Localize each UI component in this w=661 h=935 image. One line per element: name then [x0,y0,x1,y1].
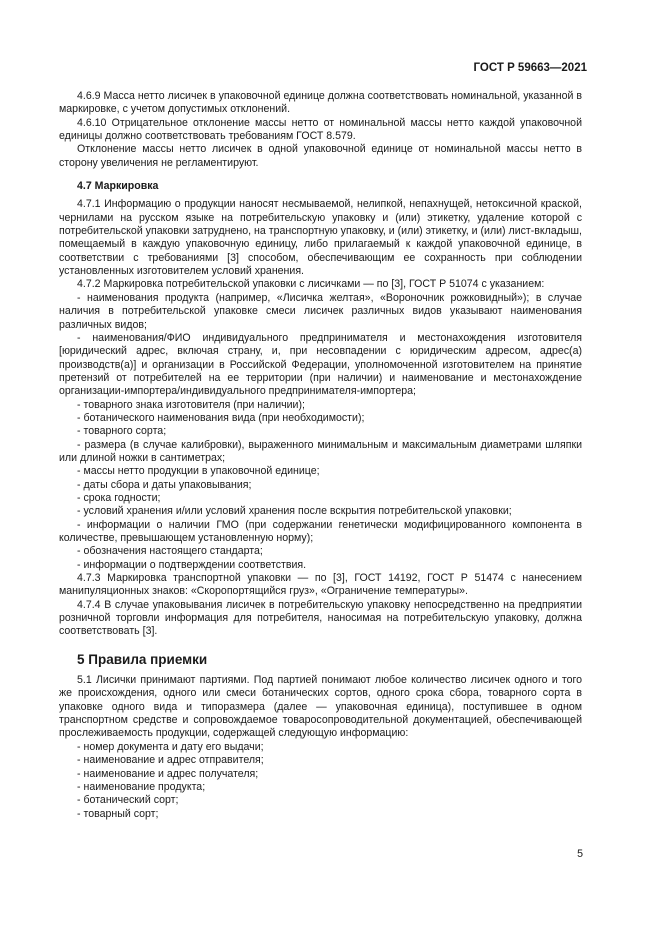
list-item: - наименование продукта; [77,780,206,793]
list-item: - наименование и адрес получателя; [77,767,259,780]
list-item: - наименования/ФИО индивидуального предпринимателя и местонахождения изготовителя [юридический адрес, включая страну, и, при несовпадении с юридическим адресом, адрес(а) производств(а)] и организации в Российской Федерации, уполномоченной изготовителем на принятие претензий от потребителей на ее территории (при наличии) и наименование и местонахождение организации-импортера/индивидуального предпринимателя-импортера; [59,331,582,398]
paragraph-4-7-2: 4.7.2 Маркировка потребительской упаковки с лисичками — по [3], ГОСТ Р 51074 с указанием: [77,278,545,291]
page-number: 5 [577,848,583,860]
paragraph-4-7-4: 4.7.4 В случае упаковывания лисичек в потребительскую упаковку непосредственно на предприятии розничной торговли информация для потребителя, наносимая на потребительскую упаковку, должна соответствовать [3]. [59,598,582,638]
list-item: - товарный сорт; [77,807,159,820]
list-item: - ботанический сорт; [77,794,179,807]
list-item: - условий хранения и/или условий хранения после вскрытия потребительской упаковки; [77,505,512,518]
list-item: - наименование и адрес отправителя; [77,754,264,767]
list-item: - информации о наличии ГМО (при содержании генетически модифицированного компонента в количестве, превышающем установленную норму); [59,518,582,544]
list-item: - массы нетто продукции в упаковочной единице; [77,465,320,478]
section-5-title: 5 Правила приемки [77,651,208,667]
list-item: - срока годности; [77,491,161,504]
paragraph-4-6-9: 4.6.9 Масса нетто лисичек в упаковочной единице должна соответствовать номинальной, указанной в маркировке, с учетом допустимых отклонений. [59,90,582,116]
paragraph-4-7-3: 4.7.3 Маркировка транспортной упаковки — по [3], ГОСТ 14192, ГОСТ Р 51474 с нанесением манипуляционных знаков: «Скоропортящийся груз», «Ограничение температуры». [59,572,582,598]
paragraph-4-7-1: 4.7.1 Информацию о продукции наносят несмываемой, нелипкой, непахнущей, нетоксичной краской, чернилами на русском языке на потребительскую упаковку и (или) этикетку, удаление которой с потребительской упаковки затруднено, на транспортную упаковку, и (или) этикетку, и (или) лист-вкладыш, помещаемый в каждую упаковочную единицу, либо прилагаемый к каждой упаковочной единице, в соответствии с требованиями [3] способом, обеспечивающим ее сохранность при соблюдении установленных изготовителем условий хранения. [59,198,582,278]
paragraph-4-6-10: 4.6.10 Отрицательное отклонение массы нетто от номинальной массы нетто каждой упаковочной единицы должно соответствовать требованиям ГОСТ 8.579. [59,116,582,143]
document-standard-header: ГОСТ Р 59663—2021 [473,62,587,74]
list-item: - обозначения настоящего стандарта; [77,545,263,558]
paragraph-5-1: 5.1 Лисички принимают партиями. Под партией понимают любое количество лисичек одного и того же происхождения, одного или смеси ботанических сортов, одного срока сбора, товарного сорта в упаковке одного вида и типоразмера (далее — упаковочная единица), поступившее в одном транспортном средстве и сопровождаемое товаросопроводительной документацией, обеспечивающей прослеживаемость продукции, содержащей следующую информацию: [59,674,582,740]
section-4-7-title: 4.7 Маркировка [77,180,159,193]
list-item: - информации о подтверждении соответствия. [77,558,307,571]
list-item: - даты сбора и даты упаковывания; [77,478,252,491]
page-content [59,90,582,821]
list-item: - ботанического наименования вида (при необходимости); [77,411,365,424]
list-item: - товарного сорта; [77,425,167,438]
list-item: - товарного знака изготовителя (при наличии); [77,398,305,411]
list-item: - наименования продукта (например, «Лисичка желтая», «Вороночник рожковидный»); в случае наличия в потребительской упаковке смеси лисичек различных видов указывают наименования различных видов; [59,291,582,331]
list-item: - номер документа и дату его выдачи; [77,740,264,753]
list-item: - размера (в случае калибровки), выраженного минимальным и максимальным диаметрами шляпки или длиной ножки в сантиметрах; [59,438,582,464]
paragraph-deviation: Отклонение массы нетто лисичек в одной упаковочной единице от номинальной массы нетто в сторону увеличения не регламентируют. [59,143,582,169]
